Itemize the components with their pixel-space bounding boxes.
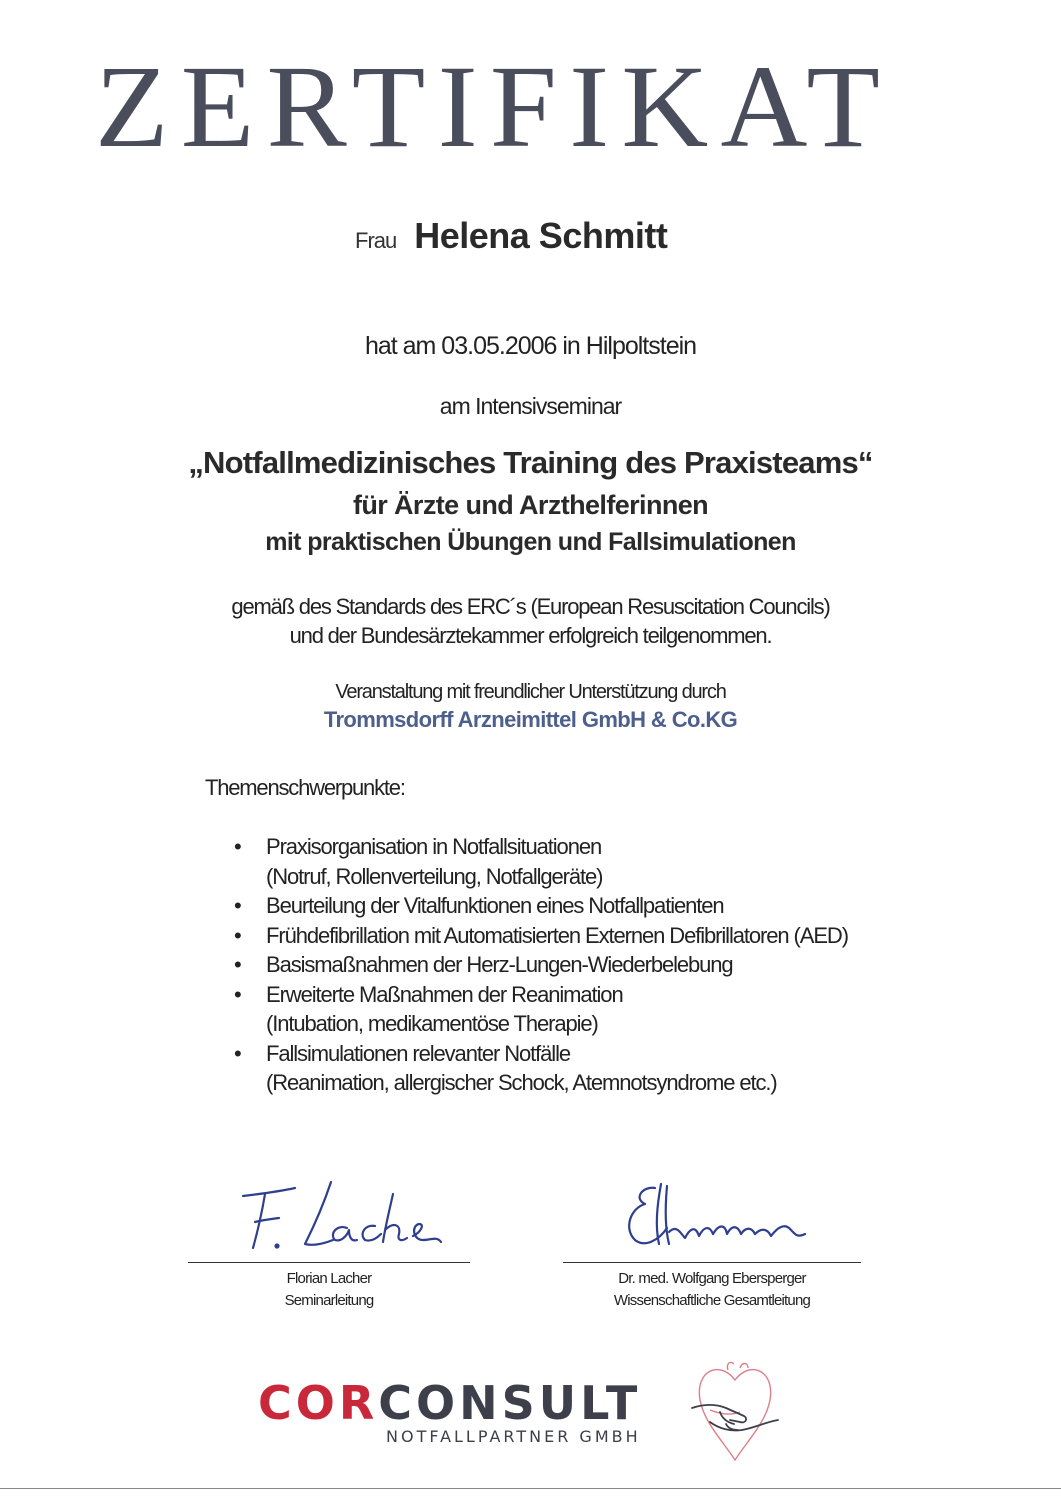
list-item [230,1039,950,1098]
recipient [355,215,775,265]
topic-main: Fallsimulationen relevanter Notfälle [266,1040,571,1066]
recipient-name: Helena Schmitt [414,215,668,256]
signature-left [225,1172,455,1262]
seminar-subtitle-audience: für Ärzte und Arzthelferinnen [352,490,709,520]
bullet-icon: • [234,1040,241,1066]
recipient-salutation: Frau [355,228,397,253]
footer-divider [0,1488,1061,1489]
topic-sub: (Intubation, medikamentöse Therapie) [266,1011,598,1036]
certificate-title: ZERTIFIKAT [95,41,893,172]
signatory-right-name: Dr. med. Wolfgang Ebersperger [618,1270,806,1287]
signatory-left-role: Seminarleitung [284,1292,374,1309]
date-location-line: hat am 03.05.2006 in Hilpoltstein [364,332,697,360]
topic-main: Praxisorganisation in Notfallsituationen [266,834,602,859]
standard-line-2: und der Bundesärztekammer erfolgreich teilgenommen. [289,623,772,648]
topics-heading: Themenschwerpunkte: [205,775,405,800]
logo-subtitle: NOTFALLPARTNER GMBH [386,1427,641,1446]
heart-handshake-icon [690,1360,780,1470]
topic-main: Beurteilung der Vitalfunktionen eines Notfallpatienten [266,893,724,918]
seminar-subtitle-method: mit praktischen Übungen und Fallsimulationen [265,528,796,556]
signature-line-right [563,1262,861,1263]
bullet-icon: • [234,981,241,1007]
bullet-icon: • [234,834,241,859]
corconsult-logo [258,1378,678,1428]
standard-line-1: gemäß des Standards des ERC´s (European Resuscitation Councils) [231,594,830,619]
list-item [230,980,950,1039]
seminar-title: „Notfallmedizinisches Training des Praxisteams“ [188,445,873,480]
bullet-icon: • [234,893,241,918]
logo-cor: COR [258,1376,379,1430]
signatory-right [563,1268,861,1312]
list-item [230,891,950,921]
bullet-icon: • [234,952,241,977]
signatory-left [188,1268,470,1312]
topic-main: Basismaßnahmen der Herz-Lungen-Wiederbelebung [266,952,733,977]
list-item [230,921,950,951]
topic-sub: (Reanimation, allergischer Schock, Atemnotsyndrome etc.) [266,1070,777,1095]
seminar-intro-line: am Intensivseminar [439,393,622,419]
signatory-left-name: Florian Lacher [286,1270,372,1287]
list-item [230,950,950,980]
list-item [230,832,950,891]
bullet-icon: • [234,922,241,948]
topic-sub: (Notruf, Rollenverteilung, Notfallgeräte) [266,863,603,889]
logo-consult: CONSULT [378,1376,642,1430]
signature-right [615,1172,825,1262]
support-text: Veranstaltung mit freundlicher Unterstützung durch [335,681,726,703]
signatory-right-role: Wissenschaftliche Gesamtleitung [613,1292,811,1309]
signature-line-left [188,1262,470,1263]
sponsor-name: Trommsdorff Arzneimittel GmbH & Co.KG [323,707,738,732]
topic-main: Erweiterte Maßnahmen der Reanimation [266,981,623,1007]
topic-main: Frühdefibrillation mit Automatisierten Externen Defibrillatoren (AED) [266,922,848,948]
topics-list [230,832,950,1098]
